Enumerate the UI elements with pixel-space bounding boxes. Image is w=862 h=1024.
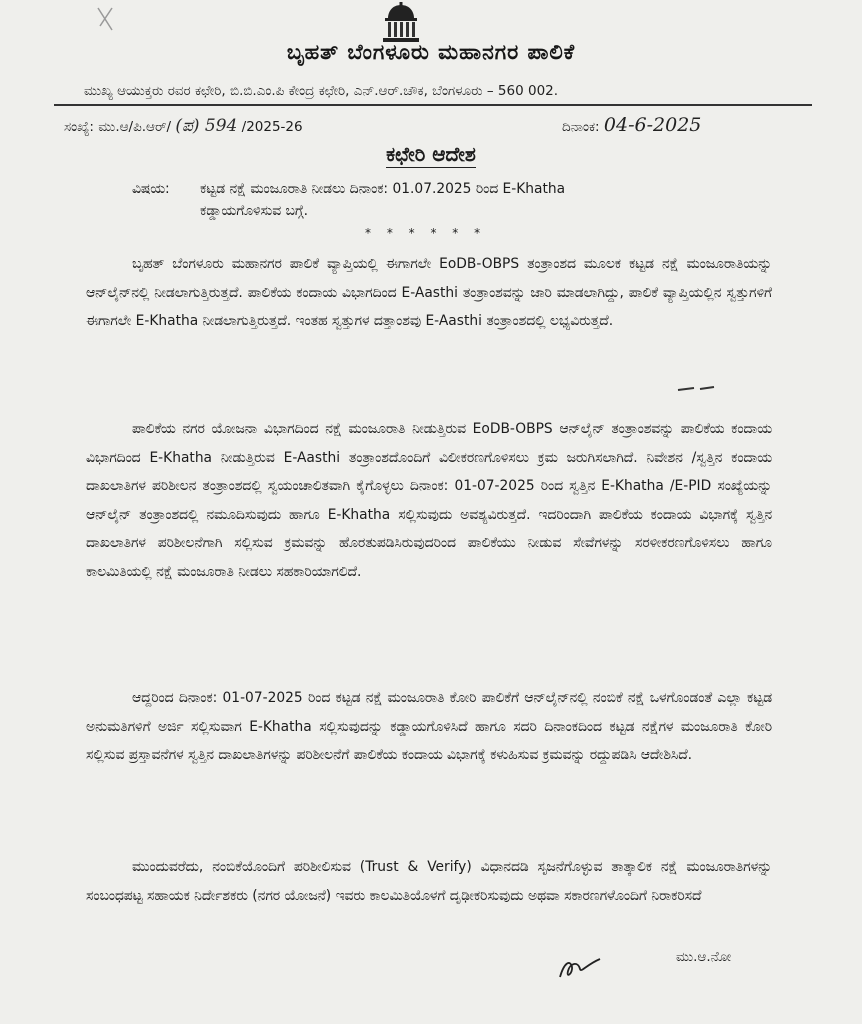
signatory-label: ಮು.ಆ.ನೋ [676, 949, 732, 965]
reference-suffix: /2025-26 [241, 119, 303, 135]
punch-mark-icon [94, 4, 116, 34]
reference-prefix: ಸಂಖ್ಯೆ: ಮು.ಆ/ಪಿ.ಆರ್/ [64, 119, 172, 135]
paragraph-3 [86, 684, 772, 770]
order-title [0, 142, 862, 166]
bbmp-emblem-icon [381, 2, 421, 44]
reference-handwritten: (ಪ) 594 [175, 116, 238, 136]
subject-block [132, 178, 752, 222]
subject-label: ವಿಷಯ: [132, 181, 170, 197]
paragraph-2-text: ಪಾಲಿಕೆಯ ನಗರ ಯೋಜನಾ ವಿಭಾಗದಿಂದ ನಕ್ಷೆ ಮಂಜೂರಾತಿ ನೀಡುತ್ತಿರುವ EoDB-OBPS ಆನ್‌ಲೈನ್ ತಂತ್ರಾಂಶವನ್ನು ಪಾಲಿಕೆಯ ಕಂದಾಯ ವಿಭಾಗದಿಂದ E-Khatha ನೀಡುತ್ತಿರುವ E-Aasthi ತಂತ್ರಾಂಶದೊಂದಿಗೆ ವಿಲೀಕರಣಗೊಳಿಸಲು ಕ್ರಮ ಜರುಗಿಸಲಾಗಿದೆ. ನಿವೇಶನ /ಸ್ವತ್ತಿನ ಕಂದಾಯ ದಾಖಲಾತಿಗಳ ಪರಿಶೀಲನ ತಂತ್ರಾಂಶದಲ್ಲಿ ಸ್ವಯಂಚಾಲಿತವಾಗಿ ಕೈಗೊಳ್ಳಲು ದಿನಾಂಕ: 01-07-2025 ರಿಂದ ಸ್ವತ್ತಿನ E-Khatha /E-PID ಸಂಖ್ಯೆಯನ್ನು ಆನ್‌ಲೈನ್ ತಂತ್ರಾಂಶದಲ್ಲಿ ನಮೂದಿಸುವುದು ಹಾಗೂ E-Khatha ಸಲ್ಲಿಸುವುದು ಅವಶ್ಯವಿರುತ್ತದೆ. ಇದರಿಂದಾಗಿ ಪಾಲಿಕೆಯ ಕಂದಾಯ ವಿಭಾಗಕ್ಕೆ ಸ್ವತ್ತಿನ ದಾಖಲಾತಿಗಳ ಪರಿಶೀಲನೆಗಾಗಿ ಸಲ್ಲಿಸುವ ಕ್ರಮವನ್ನು ಹೊರತುಪಡಿಸಿರುವುದರಿಂದ ಪಾಲಿಕೆಯು ನೀಡುವ ಸೇವೆಗಳನ್ನು ಸರಳೀಕರಣಗೊಳಿಸಲು ಹಾಗೂ ಕಾಲಮಿತಿಯಲ್ಲಿ ನಕ್ಷೆ ಮಂಜೂರಾತಿ ನೀಡಲು ಸಹಕಾರಿಯಾಗಲಿದೆ. [86, 421, 772, 580]
separator-stars: * * * * * * [365, 226, 487, 240]
order-title-text: ಕಛೇರಿ ಆದೇಶ [386, 142, 476, 166]
reference-number [64, 116, 303, 136]
subject-line-2: ಕಡ್ಡಾಯಗೊಳಿಸುವ ಬಗ್ಗೆ. [200, 203, 309, 219]
header-rule [54, 104, 812, 106]
subject-line-1: ಕಟ್ಟಡ ನಕ್ಷೆ ಮಂಜೂರಾತಿ ನೀಡಲು ದಿನಾಂಕ: 01.07.2025 ರಿಂದ E-Khatha [200, 181, 566, 197]
paragraph-1-text: ಬೃಹತ್ ಬೆಂಗಳೂರು ಮಹಾನಗರ ಪಾಲಿಕೆ ವ್ಯಾಪ್ತಿಯಲ್ಲಿ ಈಗಾಗಲೇ EoDB-OBPS ತಂತ್ರಾಂಶದ ಮೂಲಕ ಕಟ್ಟಡ ನಕ್ಷೆ ಮಂಜೂರಾತಿಯನ್ನು ಆನ್‌ಲೈನ್‌ನಲ್ಲಿ ನೀಡಲಾಗುತ್ತಿರುತ್ತದೆ. ಪಾಲಿಕೆಯ ಕಂದಾಯ ವಿಭಾಗದಿಂದ E-Aasthi ತಂತ್ರಾಂಶವನ್ನು ಜಾರಿ ಮಾಡಲಾಗಿದ್ದು, ಪಾಲಿಕೆ ವ್ಯಾಪ್ತಿಯಲ್ಲಿನ ಸ್ವತ್ತುಗಳಿಗೆ ಈಗಾಗಲೇ E-Khatha ನೀಡಲಾಗುತ್ತಿರುತ್ತದೆ. ಇಂತಹ ಸ್ವತ್ತುಗಳ ದತ್ತಾಂಶವು E-Aasthi ತಂತ್ರಾಂಶದಲ್ಲಿ ಲಭ್ಯವಿರುತ್ತದೆ. [86, 256, 772, 329]
paragraph-4 [86, 853, 772, 910]
office-address: ಮುಖ್ಯ ಆಯುಕ್ತರು ರವರ ಕಛೇರಿ, ಬಿ.ಬಿ.ಎಂ.ಪಿ ಕೇಂದ್ರ ಕಛೇರಿ, ಎನ್.ಆರ್.ಚೌಕ, ಬೆಂಗಳೂರು – 560 002. [84, 83, 559, 99]
pen-mark-icon [676, 384, 716, 394]
date-label: ದಿನಾಂಕ: [562, 119, 600, 135]
paragraph-2 [86, 415, 772, 586]
organization-name: ಬೃಹತ್ ಬೆಂಗಳೂರು ಮಹಾನಗರ ಪಾಲಿಕೆ [286, 40, 576, 64]
paragraph-1 [86, 250, 772, 336]
signature-icon [556, 953, 604, 983]
date-handwritten: 04-6-2025 [603, 114, 702, 136]
order-date [562, 114, 701, 136]
paragraph-4-text: ಮುಂದುವರೆದು, ನಂಬಿಕೆಯೊಂದಿಗೆ ಪರಿಶೀಲಿಸುವ (Trust & Verify) ವಿಧಾನದಡಿ ಸೃಜನೆಗೊಳ್ಳುವ ತಾತ್ಕಾಲಿಕ ನಕ್ಷೆ ಮಂಜೂರಾತಿಗಳನ್ನು ಸಂಬಂಧಪಟ್ಟ ಸಹಾಯಕ ನಿರ್ದೇಶಕರು (ನಗರ ಯೋಜನೆ) ಇವರು ಕಾಲಮಿತಿಯೊಳಗೆ ದೃಢೀಕರಿಸುವುದು ಅಥವಾ ಸಕಾರಣಗಳೊಂದಿಗೆ ನಿರಾಕರಿಸದೆ [86, 859, 772, 904]
paragraph-3-text: ಆದ್ದರಿಂದ ದಿನಾಂಕ: 01-07-2025 ರಿಂದ ಕಟ್ಟಡ ನಕ್ಷೆ ಮಂಜೂರಾತಿ ಕೋರಿ ಪಾಲಿಕೆಗೆ ಆನ್‌ಲೈನ್‌ನಲ್ಲಿ ನಂಬಿಕೆ ನಕ್ಷೆ ಒಳಗೊಂಡಂತೆ ಎಲ್ಲಾ ಕಟ್ಟಡ ಅನುಮತಿಗಳಿಗೆ ಅರ್ಜಿ ಸಲ್ಲಿಸುವಾಗ E-Khatha ಸಲ್ಲಿಸುವುದನ್ನು ಕಡ್ಡಾಯಗೊಳಿಸಿದೆ ಹಾಗೂ ಸದರಿ ದಿನಾಂಕದಿಂದ ಕಟ್ಟಡ ನಕ್ಷೆಗಳ ಮಂಜೂರಾತಿ ಕೋರಿ ಸಲ್ಲಿಸುವ ಪ್ರಸ್ತಾವನೆಗಳ ಸ್ವತ್ತಿನ ದಾಖಲಾತಿಗಳನ್ನು ಪರಿಶೀಲನೆಗೆ ಪಾಲಿಕೆಯ ಕಂದಾಯ ವಿಭಾಗಕ್ಕೆ ಕಳುಹಿಸುವ ಕ್ರಮವನ್ನು ರದ್ದುಪಡಿಸಿ ಆದೇಶಿಸಿದೆ. [86, 690, 772, 763]
